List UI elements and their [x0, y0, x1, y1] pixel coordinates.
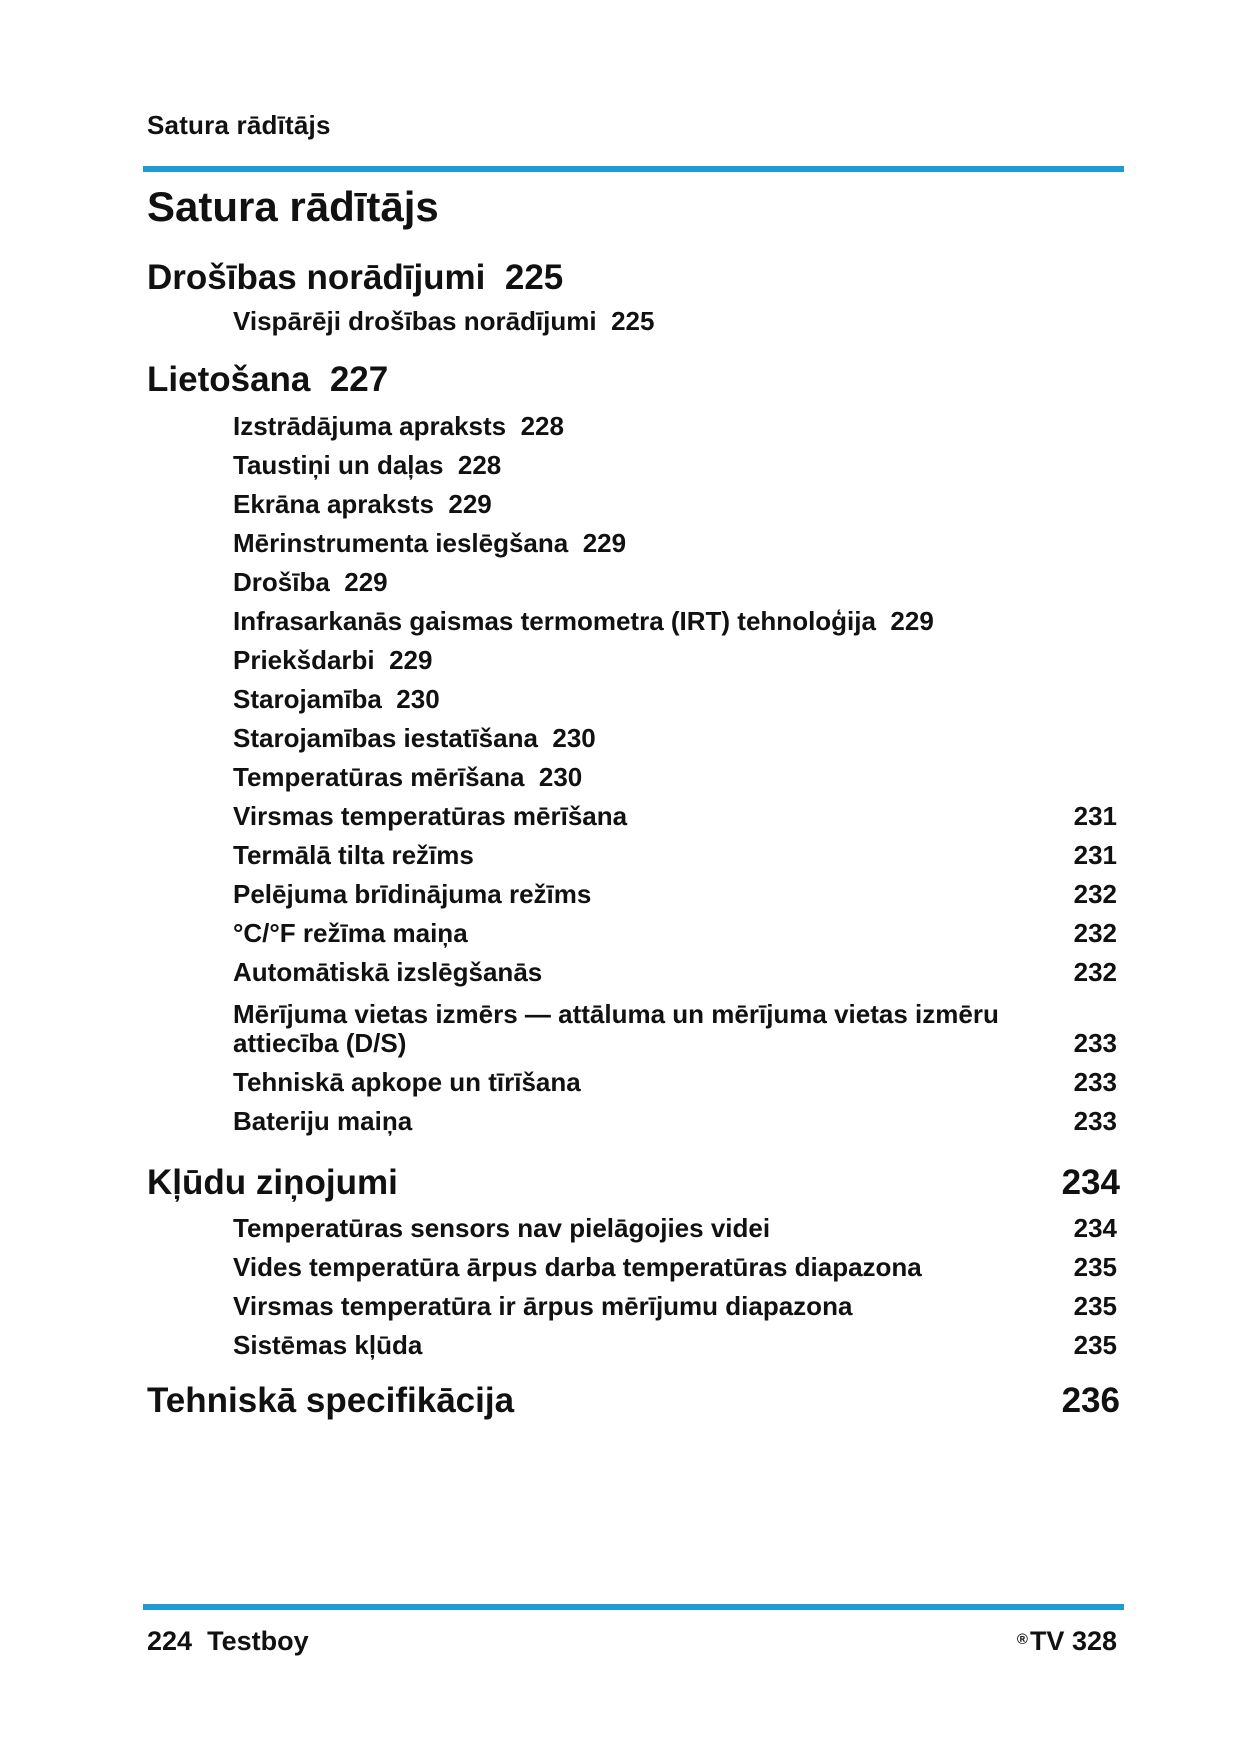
toc-entry-page: 234 — [1073, 1213, 1117, 1243]
registered-mark: ® — [1016, 1631, 1028, 1648]
toc-section-page: 234 — [1061, 1163, 1120, 1202]
toc-entry-page: 232 — [1073, 879, 1117, 909]
toc-entry-title[interactable]: Temperatūras sensors nav pielāgojies videi — [233, 1213, 771, 1243]
toc-entry-title[interactable]: Virsmas temperatūra ir ārpus mērījumu diapazona — [233, 1291, 853, 1321]
toc-section-title[interactable]: Lietošana 227 — [147, 360, 389, 399]
toc-entry-page: 233 — [1073, 1106, 1117, 1136]
toc-entry[interactable]: Starojamības iestatīšana 230 — [233, 723, 596, 753]
toc-entry[interactable]: Infrasarkanās gaismas termometra (IRT) tehnoloģija 229 — [233, 606, 934, 636]
toc-entry-title[interactable]: Vides temperatūra ārpus darba temperatūras diapazona — [233, 1252, 922, 1282]
footer-right — [1017, 1626, 1117, 1657]
toc-entry-title-line1[interactable]: Mērījuma vietas izmērs — attāluma un mērījuma vietas izmēru — [233, 999, 999, 1029]
footer-left — [147, 1626, 309, 1657]
toc-entry-title[interactable]: Virsmas temperatūras mērīšana — [233, 801, 628, 831]
footer-page-number: 224 — [147, 1626, 193, 1656]
toc-entry-page: 235 — [1073, 1330, 1117, 1360]
toc-section-title[interactable]: Tehniskā specifikācija — [147, 1381, 515, 1420]
footer-rule — [143, 1604, 1124, 1610]
toc-entry[interactable]: Starojamība 230 — [233, 684, 440, 714]
toc-entry[interactable]: Mērinstrumenta ieslēgšana 229 — [233, 528, 627, 558]
toc-section-title[interactable]: Kļūdu ziņojumi — [147, 1163, 398, 1202]
toc-entry-title[interactable]: Termālā tilta režīms — [233, 840, 474, 870]
toc-entry-page: 235 — [1073, 1252, 1117, 1282]
toc-entry-page: 233 — [1073, 1028, 1117, 1058]
running-header: Satura rādītājs — [147, 110, 331, 140]
toc-entry[interactable]: Vispārēji drošības norādījumi 225 — [233, 306, 655, 336]
toc-entry[interactable]: Izstrādājuma apraksts 228 — [233, 411, 564, 441]
toc-entry[interactable]: Temperatūras mērīšana 230 — [233, 762, 583, 792]
toc-entry-title[interactable]: °C/°F režīma maiņa — [233, 918, 468, 948]
toc-entry[interactable]: Taustiņi un daļas 228 — [233, 450, 502, 480]
toc-entry[interactable]: Drošība 229 — [233, 567, 388, 597]
toc-entry-title[interactable]: Automātiskā izslēgšanās — [233, 957, 543, 987]
toc-entry-title[interactable]: Sistēmas kļūda — [233, 1330, 423, 1360]
footer-brand: Testboy — [207, 1626, 309, 1656]
toc-entry-title[interactable]: Pelējuma brīdinājuma režīms — [233, 879, 592, 909]
toc-entry-title[interactable]: Tehniskā apkope un tīrīšana — [233, 1067, 581, 1097]
toc-entry-page: 232 — [1073, 957, 1117, 987]
footer-model: TV 328 — [1029, 1626, 1117, 1656]
toc-entry-page: 233 — [1073, 1067, 1117, 1097]
page-title: Satura rādītājs — [147, 183, 439, 230]
toc-entry-title[interactable]: Bateriju maiņa — [233, 1106, 413, 1136]
toc-entry-page: 231 — [1073, 801, 1117, 831]
toc-section-title[interactable]: Drošības norādījumi 225 — [147, 258, 564, 297]
toc-entry-page: 235 — [1073, 1291, 1117, 1321]
header-rule — [143, 166, 1124, 172]
toc-section-page: 236 — [1061, 1381, 1120, 1420]
toc-entry-page: 231 — [1073, 840, 1117, 870]
toc-entry-page: 232 — [1073, 918, 1117, 948]
toc-entry[interactable]: Ekrāna apraksts 229 — [233, 489, 492, 519]
toc-entry-title-line2[interactable]: attiecība (D/S) — [233, 1028, 407, 1058]
toc-entry[interactable]: Priekšdarbi 229 — [233, 645, 433, 675]
